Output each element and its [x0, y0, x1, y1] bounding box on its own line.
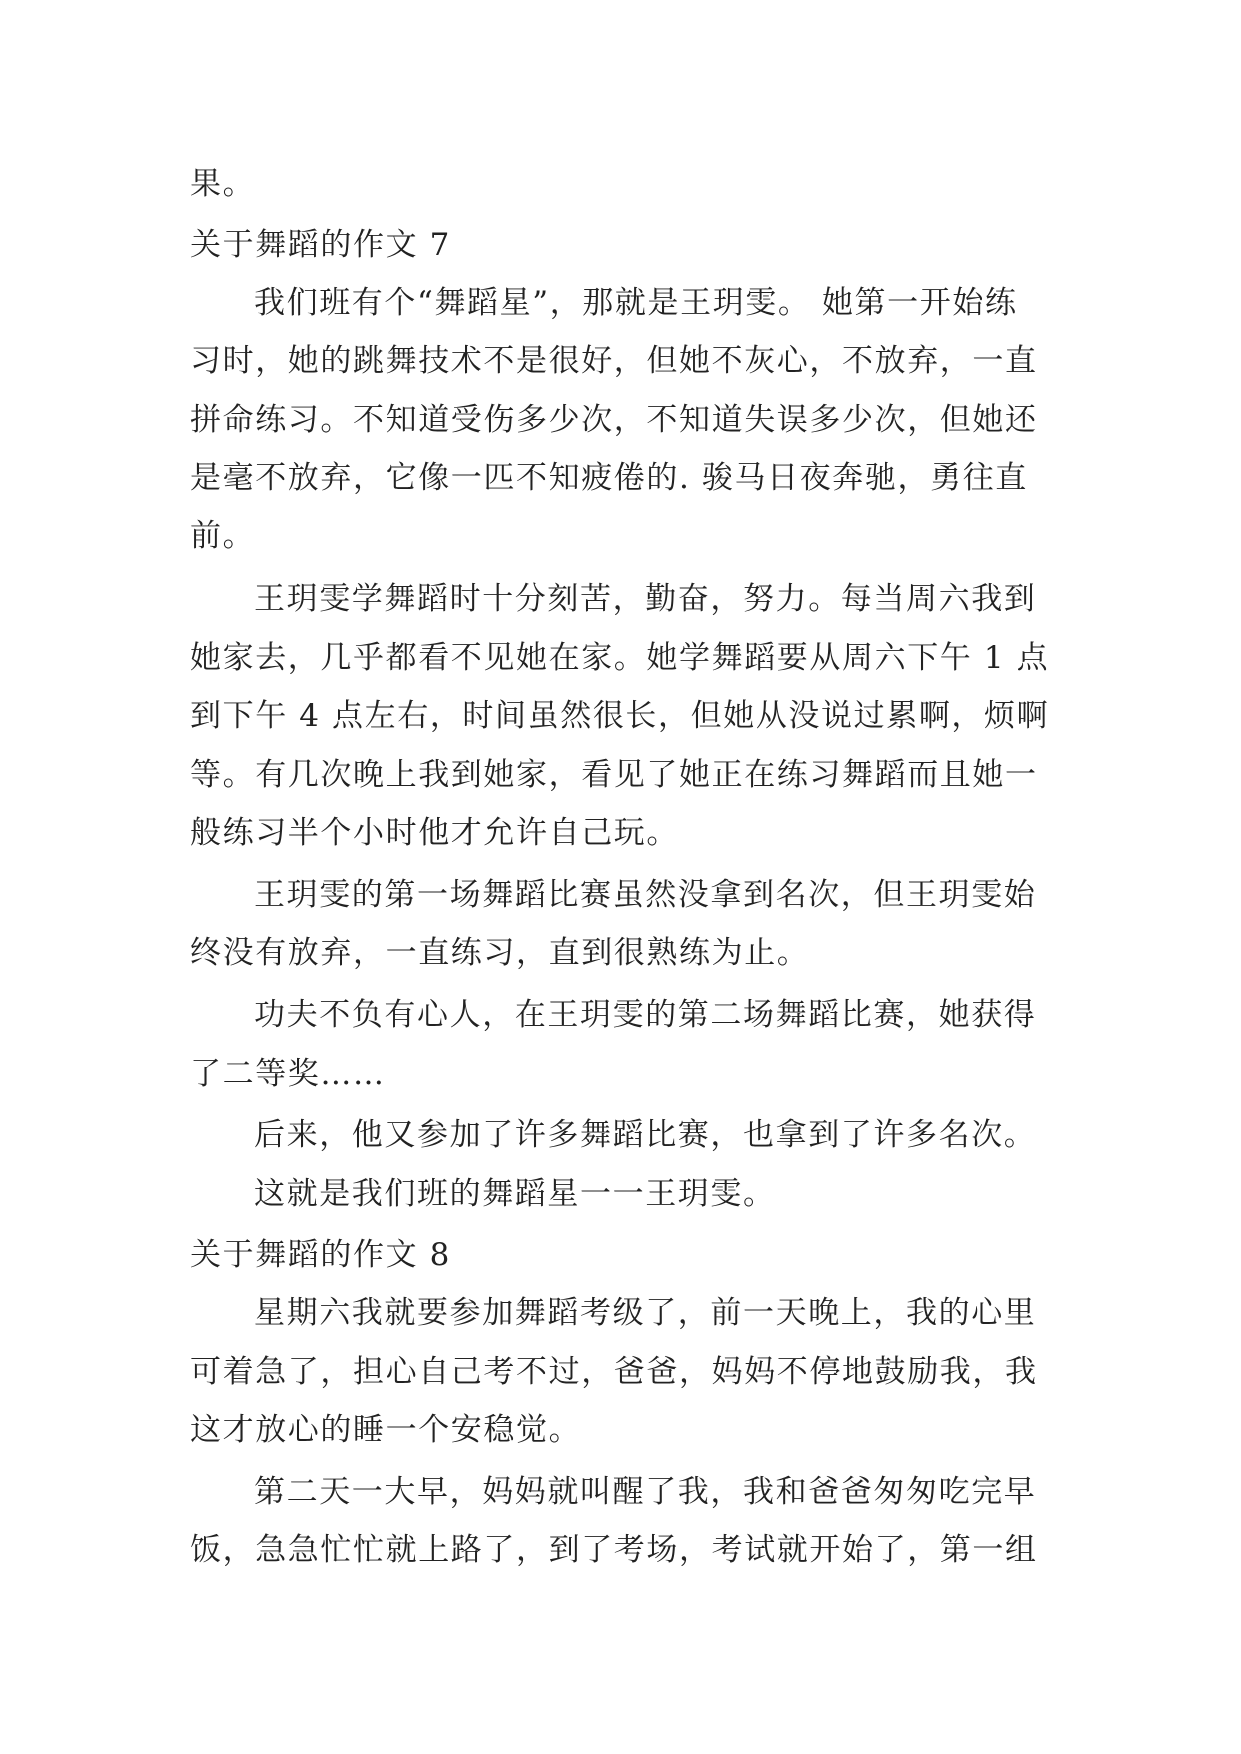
paragraph-line: 果。 [190, 166, 256, 202]
paragraph-line: 后来，他又参加了许多舞蹈比赛，也拿到了许多名次。 [254, 1117, 1037, 1153]
paragraph-line: 终没有放弃，一直练习，直到很熟练为止。 [190, 935, 810, 971]
paragraph-line: 了二等奖…… [190, 1056, 386, 1092]
paragraph-line: 王玥雯学舞蹈时十分刻苦，勤奋，努力。每当周六我到 [254, 581, 1037, 617]
paragraph-line: 我们班有个“舞蹈星”，那就是王玥雯。 她第一开始练 [254, 285, 1018, 321]
paragraph-line: 到下午 4 点左右，时间虽然很长，但她从没说过累啊，烦啊 [190, 698, 1050, 734]
paragraph-line: 可着急了，担心自己考不过，爸爸，妈妈不停地鼓励我，我 [190, 1354, 1038, 1390]
paragraph-line: 是毫不放弃，它像一匹不知疲倦的. 骏马日夜奔驰，勇往直 [190, 460, 1028, 496]
paragraph-line: 功夫不负有心人，在王玥雯的第二场舞蹈比赛，她获得 [254, 997, 1037, 1033]
paragraph-line: 王玥雯的第一场舞蹈比赛虽然没拿到名次，但王玥雯始 [254, 877, 1037, 913]
paragraph-line: 这就是我们班的舞蹈星一一王玥雯。 [254, 1176, 776, 1212]
paragraph-line: 习时，她的跳舞技术不是很好，但她不灰心，不放弃，一直 [190, 343, 1038, 379]
paragraph-line: 拼命练习。不知道受伤多少次，不知道失误多少次，但她还 [190, 402, 1038, 438]
paragraph-line: 饭，急急忙忙就上路了，到了考场，考试就开始了，第一组 [190, 1532, 1038, 1568]
paragraph-line: 第二天一大早，妈妈就叫醒了我，我和爸爸匆匆吃完早 [254, 1474, 1037, 1510]
paragraph-line: 星期六我就要参加舞蹈考级了，前一天晚上，我的心里 [254, 1295, 1037, 1331]
paragraph-line: 等。有几次晚上我到她家，看见了她正在练习舞蹈而且她一 [190, 757, 1038, 793]
paragraph-line: 般练习半个小时他才允许自己玩。 [190, 815, 679, 851]
paragraph-line: 这才放心的睡一个安稳觉。 [190, 1412, 582, 1448]
section-heading: 关于舞蹈的作文 7 [190, 227, 451, 263]
section-heading: 关于舞蹈的作文 8 [190, 1237, 451, 1273]
paragraph-line: 她家去，几乎都看不见她在家。她学舞蹈要从周六下午 1 点 [190, 640, 1050, 676]
paragraph-line: 前。 [190, 518, 256, 554]
